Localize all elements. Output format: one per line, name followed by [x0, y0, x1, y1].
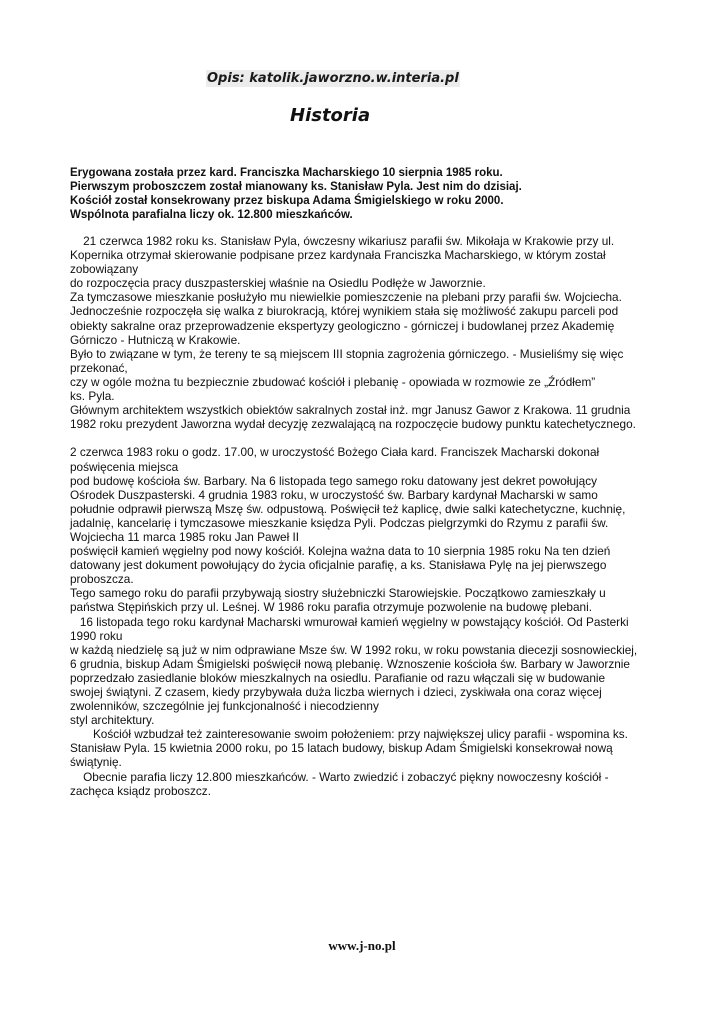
body-line: poprzedzało zasiedlanie bloków mieszkalnych na osiedlu. Parafianie od razu włączali się w budowanie — [70, 670, 606, 685]
body-line: zachęca ksiądz proboszcz. — [70, 783, 211, 798]
body-line: Było to związane w tym, że tereny te są miejscem III stopnia zagrożenia górniczego. - Musieliśmy się więc — [70, 346, 624, 361]
page-title: Historia — [290, 105, 371, 126]
body-line: pod budowę kościoła św. Barbary. Na 6 listopada tego samego roku datowany jest dekret powołujący — [70, 473, 598, 488]
body-line: Stanisław Pyla. 15 kwietnia 2000 roku, po 15 latach budowy, biskup Adam Śmigielski konsekrował nową — [70, 741, 613, 756]
body-line: proboszcza. — [70, 572, 134, 587]
body-line: przekonać, — [70, 360, 128, 375]
body-line: 2 czerwca 1983 roku o godz. 17.00, w uroczystość Bożego Ciała kard. Franciszek Macharski dokonał — [70, 445, 600, 460]
body-line: ks. Pyla. — [70, 389, 115, 404]
body-line: swojej świątyni. Z czasem, kiedy przybywała duża liczba wiernych i dzieci, zyskiwała ona coraz więcej — [70, 685, 602, 699]
body-line: Jednocześnie rozpoczęła się walka z biurokracją, której wynikiem stała się możliwość zakupu parceli pod — [70, 304, 619, 319]
intro-summary — [70, 166, 670, 222]
body-line: Tego samego roku do parafii przybywają siostry służebniczki Starowiejskie. Początkowo zamieszkały u — [70, 586, 606, 601]
body-line: 6 grudnia, biskup Adam Śmigielski poświęcił nową plebanię. Wznoszenie kościoła św. Barbary w Jaworznie — [70, 656, 630, 671]
body-line: świątynię. — [70, 755, 122, 770]
body-line: poświęcił kamień węgielny pod nowy kościół. Kolejna ważna data to 10 sierpnia 1985 roku Na ten dzień — [70, 544, 611, 559]
body-line: czy w ogóle można tu bezpiecznie zbudować kościół i plebanię - opowiada w rozmowie ze „Źródłem” — [70, 374, 596, 389]
body-line: datowany jest dokument powołujący do życia oficjalnie parafię, a ks. Stanisława Pylę na jej pierwszego — [70, 558, 607, 573]
body-line: obiekty sakralne oraz przeprowadzenie ekspertyzy geologiczno - górniczej i budowlanej przez Akademię — [70, 318, 615, 333]
body-line: południe odprawił pierwszą Mszę św. odpustową. Poświęcił też kaplicę, dwie salki katechetyczne, kuchnię, — [70, 501, 626, 516]
body-line: Za tymczasowe mieszkanie posłużyło mu niewielkie pomieszczenie na plebani przy parafii św. Wojciecha. — [70, 290, 622, 305]
body-line: 1982 roku prezydent Jaworzna wydał decyzję zezwalającą na rozpoczęcie budowy punktu katechetycznego. — [70, 417, 636, 432]
body-line: państwa Stępińskich przy ul. Leśnej. W 1986 roku parafia otrzymuje pozwolenie na budowę plebani. — [70, 600, 592, 615]
body-line: styl architektury. — [70, 713, 155, 728]
body-line: Ośrodek Duszpasterski. 4 grudnia 1983 roku, w uroczystość św. Barbary kardynał Macharski w samo — [70, 487, 598, 502]
source-note: Opis: katolik.jaworzno.w.interia.pl — [207, 71, 459, 86]
body-line: Głównym architektem wszystkich obiektów sakralnych został inż. mgr Janusz Gawor z Krakowa. 11 grudnia — [70, 403, 631, 418]
history-body-text — [70, 234, 670, 798]
body-line: 21 czerwca 1982 roku ks. Stanisław Pyla, ówczesny wikariusz parafii św. Mikołaja w Krakowie przy ul. — [70, 234, 615, 248]
body-line: Górniczo - Hutniczą w Krakowie. — [70, 332, 241, 347]
body-line: do rozpoczęcia pracy duszpasterskiej właśnie na Osiedlu Podłęże w Jaworznie. — [70, 276, 486, 291]
intro-line: Erygowana została przez kard. Franciszka Macharskiego 10 sierpnia 1985 roku. — [70, 167, 503, 179]
intro-line: Pierwszym proboszczem został mianowany ks. Stanisław Pyla. Jest nim do dzisiaj. — [70, 181, 522, 193]
body-line: Kościół wzbudzał też zainteresowanie swoim położeniem: przy największej ulicy parafii - wspomina ks. — [70, 727, 628, 742]
body-line: Wojciecha 11 marca 1985 roku Jan Paweł II — [70, 529, 300, 544]
blank-line — [70, 431, 670, 445]
footer-url: www.j-no.pl — [328, 938, 396, 953]
body-line: 1990 roku — [70, 628, 123, 643]
body-line: Obecnie parafia liczy 12.800 mieszkańców. - Warto zwiedzić i zobaczyć piękny nowoczesny kościół - — [70, 769, 609, 784]
body-line: poświęcenia miejsca — [70, 459, 179, 474]
body-line: zobowiązany — [70, 262, 139, 277]
intro-line: Kościół został konsekrowany przez biskupa Adama Śmigielskiego w roku 2000. — [70, 195, 504, 207]
body-line: zwolenników, szczególnie jej funkcjonalność i niecodzienny — [70, 699, 379, 714]
intro-line: Wspólnota parafialna liczy ok. 12.800 mieszkańców. — [70, 209, 353, 221]
body-line: 16 listopada tego roku kardynał Macharski wmurował kamień węgielny w powstający kościół. Od Pasterki — [70, 614, 629, 629]
body-line: w każdą niedzielę są już w nim odprawiane Msze św. W 1992 roku, w roku powstania diecezji sosnowieckiej, — [70, 642, 638, 657]
body-line: jadalnię, kancelarię i tymczasowe mieszkanie księdza Pyli. Podczas pielgrzymki do Rzymu z parafii św. — [70, 515, 609, 530]
body-line: Kopernika otrzymał skierowanie podpisane przez kardynała Franciszka Macharskiego, w którym został — [70, 248, 606, 263]
